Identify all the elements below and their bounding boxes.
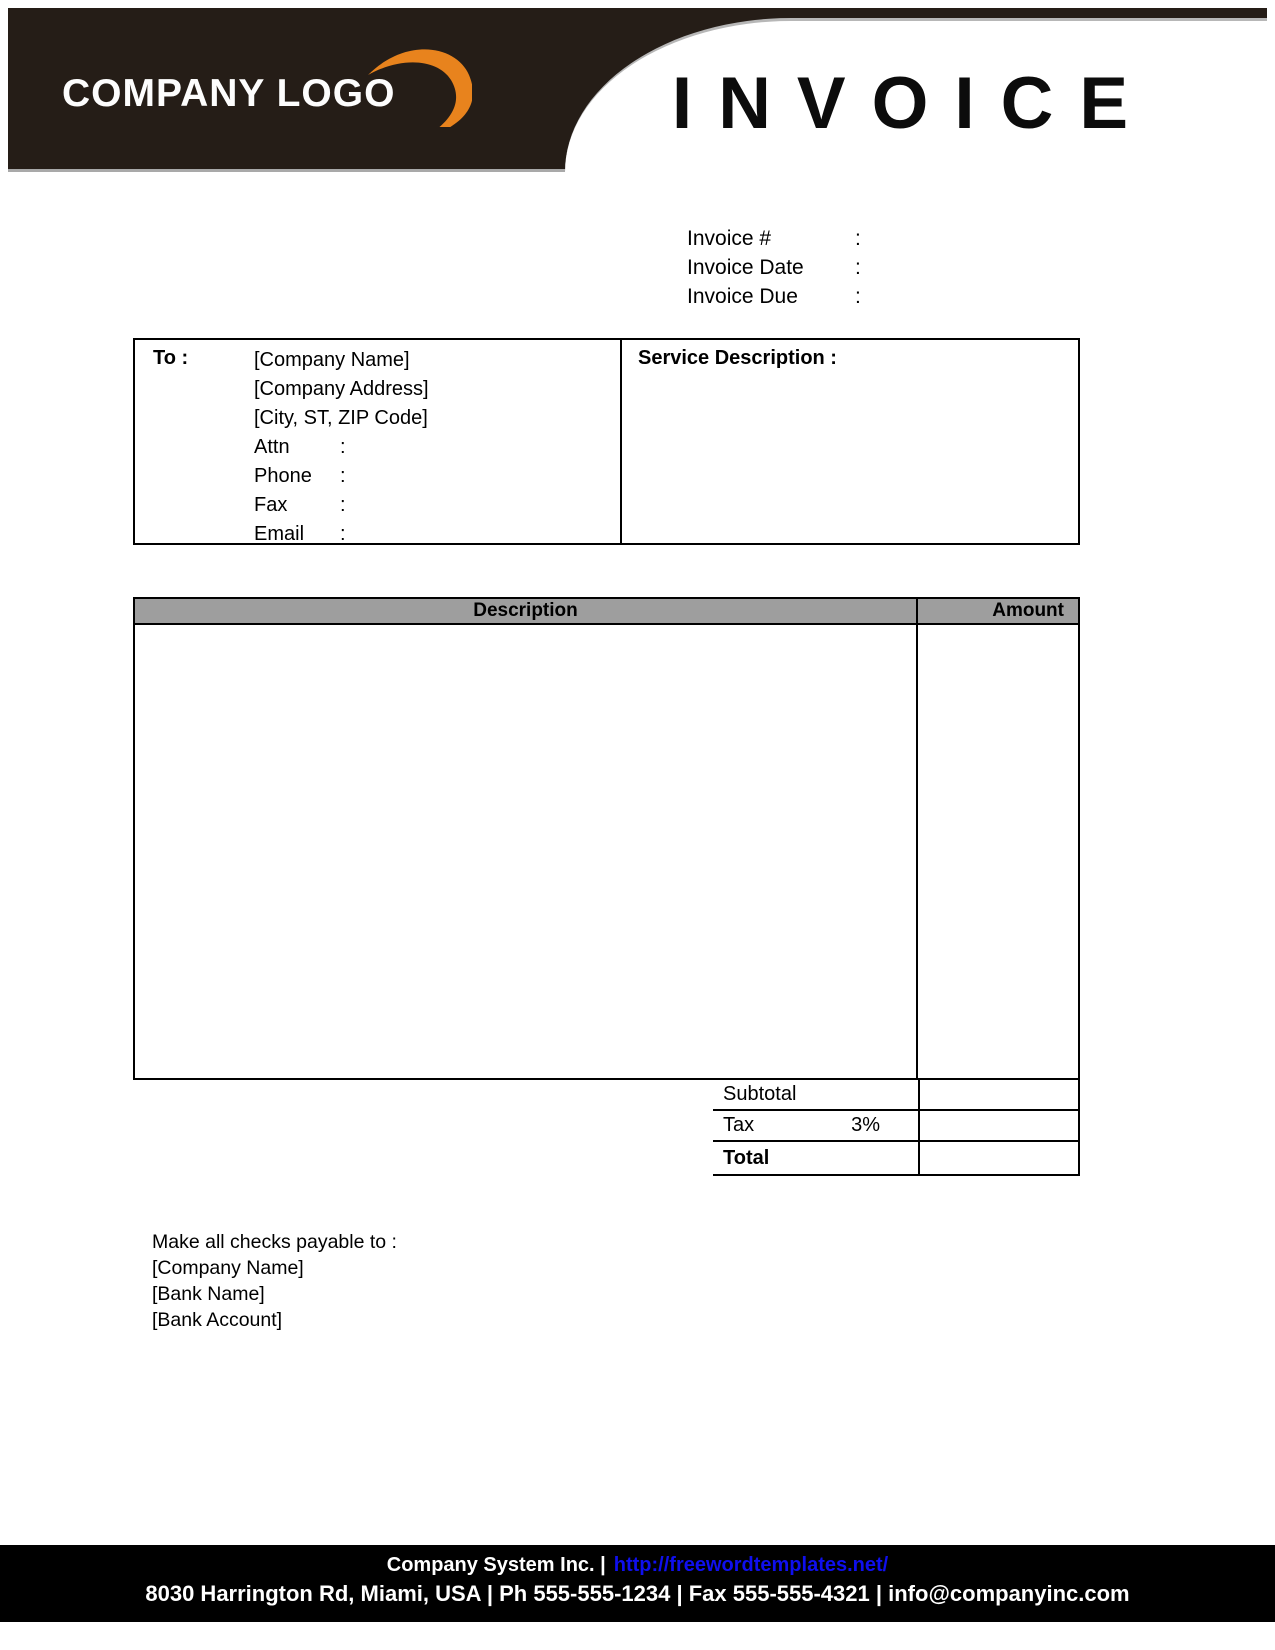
company-logo-text: COMPANY LOGO [62, 72, 396, 115]
bill-to-pane [135, 340, 620, 543]
invoice-due-label: Invoice Due [687, 285, 798, 308]
footer-company-name: Company System Inc. | [386, 1554, 606, 1576]
tax-rate: 3% [851, 1114, 880, 1136]
invoice-due-row [687, 282, 935, 311]
checks-payable-line: Make all checks payable to : [152, 1231, 397, 1253]
footer [0, 1545, 1275, 1622]
invoice-meta [687, 224, 935, 311]
bill-to-lines [254, 346, 429, 549]
footer-contact-line: 8030 Harrington Rd, Miami, USA | Ph 555-555-1234 | Fax 555-555-4321 | info@companyinc.com [145, 1581, 1130, 1606]
email-line: Email : [254, 523, 346, 545]
invoice-date-label: Invoice Date [687, 256, 804, 279]
bank-name: [Bank Name] [152, 1283, 265, 1305]
description-cell-empty [135, 625, 916, 1078]
fax-line: Fax : [254, 494, 346, 516]
invoice-date-row [687, 253, 935, 282]
document-title: INVOICE [671, 63, 1155, 144]
subtotal-row [713, 1080, 1080, 1111]
service-description-label: Service Description : [638, 347, 837, 369]
city-state-zip-line: [City, ST, ZIP Code] [254, 407, 428, 429]
payable-company-name: [Company Name] [152, 1257, 304, 1279]
items-table-header [135, 599, 1078, 625]
amount-column-header: Amount [916, 599, 1078, 623]
totals-section [713, 1080, 1080, 1176]
phone-line: Phone : [254, 465, 346, 487]
bill-to-box [133, 338, 1080, 545]
tax-row [713, 1111, 1080, 1142]
total-label-cell: Total [723, 1146, 770, 1169]
company-name-line: [Company Name] [254, 349, 410, 371]
tax-value-cell [918, 1111, 1078, 1140]
payment-info [152, 1229, 397, 1333]
total-row [713, 1142, 1080, 1176]
attn-line: Attn : [254, 436, 346, 458]
company-address-line: [Company Address] [254, 378, 429, 400]
items-table [133, 597, 1080, 1080]
description-column-header: Description [473, 600, 578, 621]
colon: : [855, 227, 861, 250]
logo-swoosh-icon [368, 45, 472, 127]
footer-link[interactable]: http://freewordtemplates.net/ [613, 1554, 889, 1576]
total-value-cell [918, 1142, 1078, 1174]
invoice-number-label: Invoice # [687, 227, 772, 250]
colon: : [855, 285, 861, 308]
to-label: To : [153, 347, 189, 369]
footer-line1 [0, 1554, 1275, 1577]
subtotal-label-cell: Subtotal [723, 1083, 797, 1105]
colon: : [855, 256, 861, 279]
service-description-pane [620, 340, 1078, 543]
header [8, 8, 1267, 172]
bank-account: [Bank Account] [152, 1309, 283, 1331]
items-table-body [135, 625, 1078, 1078]
tax-label-cell: Tax 3% [723, 1114, 880, 1136]
amount-cell-empty [916, 625, 1078, 1078]
subtotal-value-cell [918, 1080, 1078, 1109]
invoice-number-row [687, 224, 935, 253]
